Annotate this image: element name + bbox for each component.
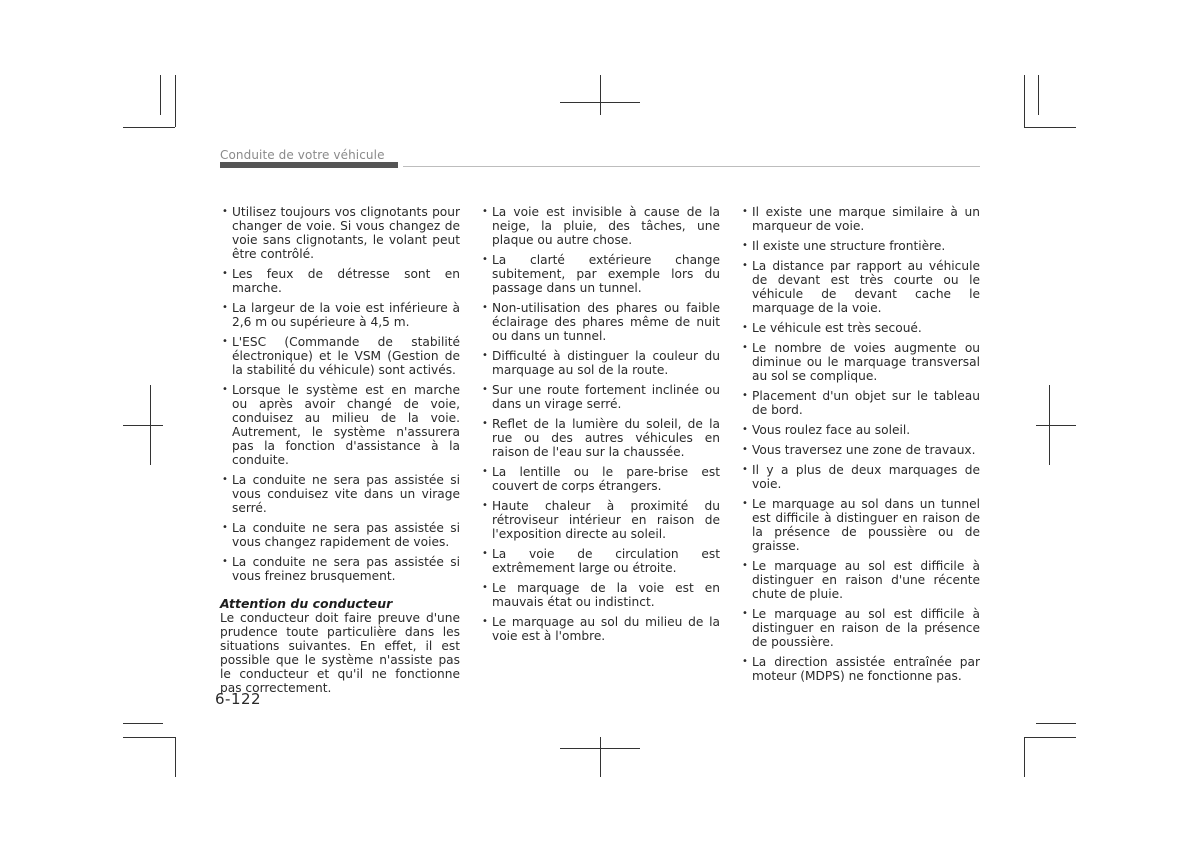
- column-3: [740, 205, 980, 689]
- crop-mark-line: [175, 75, 176, 127]
- crop-mark-line: [1049, 385, 1050, 465]
- bullet-list: [740, 205, 980, 683]
- column-1: [220, 205, 460, 695]
- crop-mark-line: [1036, 723, 1076, 724]
- list-item: • La conduite ne sera pas assistée si vous changez rapidement de voies.: [220, 521, 460, 549]
- list-item: • La lentille ou le pare-brise est couvert de corps étrangers.: [480, 465, 720, 493]
- crop-mark-line: [123, 425, 163, 426]
- list-item: • Lorsque le système est en marche ou après avoir changé de voie, conduisez au milieu de la voie. Autrement, le système n'assurera pas la fonction d'assistance à la conduite.: [220, 383, 460, 467]
- list-item: • La conduite ne sera pas assistée si vous conduisez vite dans un virage serré.: [220, 473, 460, 515]
- crop-mark-line: [600, 737, 601, 777]
- list-item: • Utilisez toujours vos clignotants pour changer de voie. Si vous changez de voie sans clignotants, le volant peut être contrôlé.: [220, 205, 460, 261]
- crop-mark-line: [1024, 737, 1025, 777]
- list-item: • Le marquage au sol est difficile à distinguer en raison d'une récente chute de pluie.: [740, 559, 980, 601]
- crop-mark-line: [560, 102, 640, 103]
- crop-mark-line: [1024, 737, 1076, 738]
- page-number: 6-122: [215, 690, 262, 708]
- crop-mark-line: [123, 723, 163, 724]
- list-item: • Le véhicule est très secoué.: [740, 321, 980, 335]
- list-item: • Il existe une structure frontière.: [740, 239, 980, 253]
- list-item: • Le marquage au sol dans un tunnel est difficile à distinguer en raison de la présence de poussière ou de graisse.: [740, 497, 980, 553]
- crop-mark-line: [1024, 127, 1076, 128]
- section-title: Conduite de votre véhicule: [220, 148, 385, 162]
- list-item: • Le nombre de voies augmente ou diminue ou le marquage transversal au sol se complique.: [740, 341, 980, 383]
- list-item: • La voie est invisible à cause de la neige, la pluie, des tâches, une plaque ou autre chose.: [480, 205, 720, 247]
- list-item: • Reflet de la lumière du soleil, de la rue ou des autres véhicules en raison de l'eau sur la chaussée.: [480, 417, 720, 459]
- crop-mark-line: [1038, 75, 1039, 115]
- crop-mark-line: [150, 385, 151, 465]
- crop-mark-line: [600, 75, 601, 115]
- list-item: • Haute chaleur à proximité du rétroviseur intérieur en raison de l'exposition directe au soleil.: [480, 499, 720, 541]
- list-item: • Les feux de détresse sont en marche.: [220, 267, 460, 295]
- list-item: • Il y a plus de deux marquages de voie.: [740, 463, 980, 491]
- list-item: • La direction assistée entraînée par moteur (MDPS) ne fonctionne pas.: [740, 655, 980, 683]
- list-item: • La distance par rapport au véhicule de devant est très courte ou le véhicule de devant cache le marquage de la voie.: [740, 259, 980, 315]
- list-item: • Non-utilisation des phares ou faible éclairage des phares même de nuit ou dans un tunnel.: [480, 301, 720, 343]
- crop-mark-line: [123, 737, 175, 738]
- list-item: • Le marquage au sol du milieu de la voie est à l'ombre.: [480, 615, 720, 643]
- bullet-list: [480, 205, 720, 643]
- attention-heading: Attention du conducteur: [220, 596, 393, 611]
- list-item: • Vous roulez face au soleil.: [740, 423, 980, 437]
- list-item: • La largeur de la voie est inférieure à 2,6 m ou supérieure à 4,5 m.: [220, 301, 460, 329]
- list-item: • Le marquage au sol est difficile à distinguer en raison de la présence de poussière.: [740, 607, 980, 649]
- crop-mark-line: [160, 75, 161, 115]
- crop-mark-line: [123, 127, 175, 128]
- crop-mark-line: [1024, 75, 1025, 127]
- crop-mark-line: [175, 737, 176, 777]
- list-item: • Sur une route fortement inclinée ou dans un virage serré.: [480, 383, 720, 411]
- list-item: • La voie de circulation est extrêmement large ou étroite.: [480, 547, 720, 575]
- column-2: [480, 205, 720, 649]
- list-item: • Placement d'un objet sur le tableau de bord.: [740, 389, 980, 417]
- header-rule-dark: [220, 162, 398, 168]
- list-item: • L'ESC (Commande de stabilité électronique) et le VSM (Gestion de la stabilité du véhicule) sont activés.: [220, 335, 460, 377]
- list-item: • Vous traversez une zone de travaux.: [740, 443, 980, 457]
- list-item: • Le marquage de la voie est en mauvais état ou indistinct.: [480, 581, 720, 609]
- list-item: • La conduite ne sera pas assistée si vous freinez brusquement.: [220, 555, 460, 583]
- list-item: • La clarté extérieure change subitement, par exemple lors du passage dans un tunnel.: [480, 253, 720, 295]
- attention-paragraph: Le conducteur doit faire preuve d'une prudence toute particulière dans les situations suivantes. En effet, il est possible que le système n'assiste pas le conducteur et qu'il ne fonctionne pas correctement.: [220, 611, 460, 695]
- crop-mark-line: [1036, 425, 1076, 426]
- header-rule-light: [403, 166, 980, 167]
- bullet-list: [220, 205, 460, 583]
- list-item: • Difficulté à distinguer la couleur du marquage au sol de la route.: [480, 349, 720, 377]
- list-item: • Il existe une marque similaire à un marqueur de voie.: [740, 205, 980, 233]
